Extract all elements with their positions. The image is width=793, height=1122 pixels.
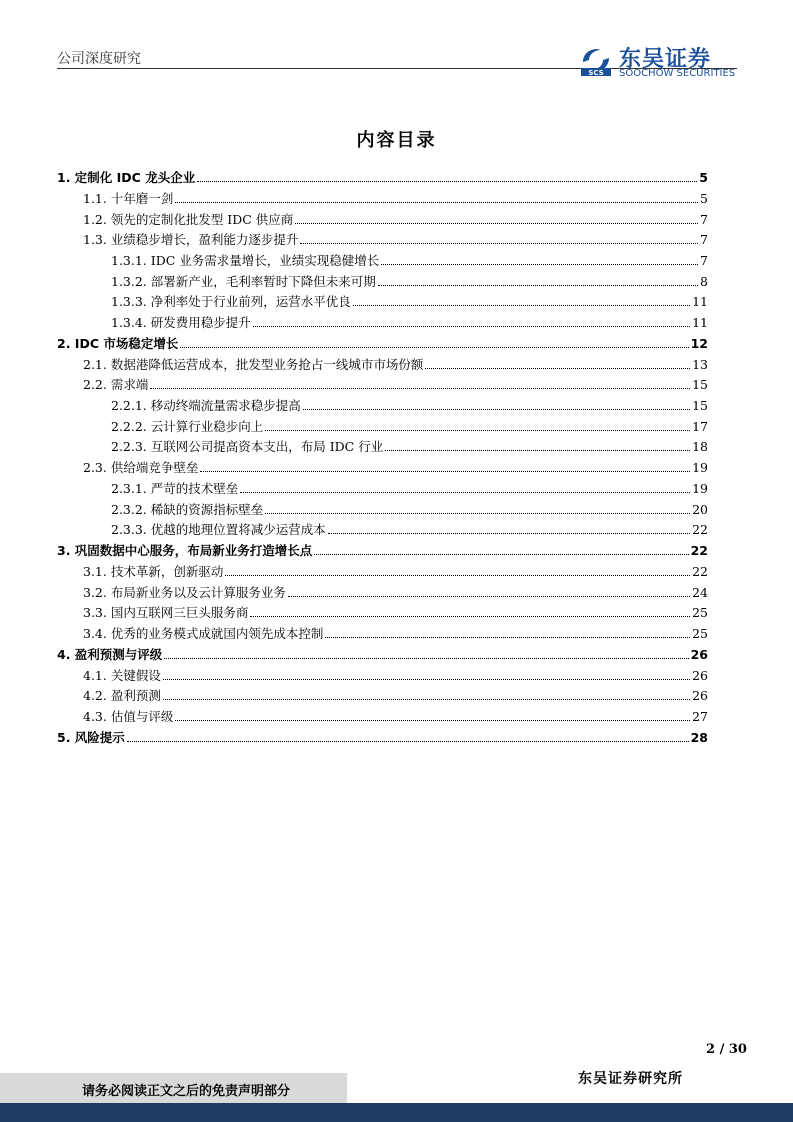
toc-entry-label: 4.2. 盈利预测: [83, 688, 161, 703]
toc-entry-label: 2.3.1. 严苛的技术壁垒: [111, 481, 239, 496]
toc-leader-dots: [180, 346, 688, 348]
toc-entry-page: 12: [690, 336, 708, 351]
toc-leader-dots: [300, 242, 698, 244]
footer-bar: [0, 1103, 793, 1122]
toc-entry-label: 1.3.4. 研发费用稳步提升: [111, 315, 251, 330]
toc-entry-label: 3.2. 布局新业务以及云计算服务业务: [83, 585, 286, 600]
toc-entry-page: 15: [692, 398, 708, 413]
toc-entry[interactable]: [57, 664, 708, 684]
toc-leader-dots: [353, 304, 690, 306]
toc-entry[interactable]: [57, 726, 708, 746]
toc-entry-page: 7: [700, 253, 708, 268]
toc-entry-page: 24: [692, 585, 708, 600]
toc-entry[interactable]: [57, 290, 708, 310]
toc-entry-page: 11: [692, 294, 708, 309]
toc-entry[interactable]: [57, 373, 708, 393]
toc-entry-label: 2.1. 数据港降低运营成本，批发型业务抢占一线城市市场份额: [83, 357, 424, 372]
toc-entry-page: 20: [692, 502, 708, 517]
toc-leader-dots: [381, 263, 698, 265]
toc-entry[interactable]: [57, 228, 708, 248]
toc-leader-dots: [288, 595, 690, 597]
toc-leader-dots: [163, 698, 690, 700]
toc-entry-page: 26: [692, 688, 708, 703]
toc-entry[interactable]: [57, 601, 708, 621]
toc-entry[interactable]: [57, 581, 708, 601]
toc-entry[interactable]: [57, 477, 708, 497]
toc-title: 内容目录: [356, 130, 437, 151]
toc-entry-page: 19: [692, 481, 708, 496]
toc-leader-dots: [265, 429, 690, 431]
toc-entry[interactable]: [57, 622, 708, 642]
toc-leader-dots: [425, 367, 690, 369]
toc-entry-label: 1.3.2. 部署新产业，毛利率暂时下降但未来可期: [111, 274, 376, 289]
toc-entry-label: 1.3. 业绩稳步增长，盈利能力逐步提升: [83, 232, 299, 247]
toc-entry-label: 4.1. 关键假设: [83, 668, 161, 683]
toc-entry-page: 8: [700, 274, 708, 289]
toc-entry-label: 1. 定制化 IDC 龙头企业: [57, 170, 196, 185]
toc-entry[interactable]: [57, 249, 708, 269]
toc-leader-dots: [127, 740, 689, 742]
toc-entry-page: 26: [692, 668, 708, 683]
toc-leader-dots: [240, 491, 690, 493]
toc-entry[interactable]: [57, 684, 708, 704]
toc-entry[interactable]: [57, 166, 708, 186]
toc-entry[interactable]: [57, 456, 708, 476]
toc-entry-label: 3.4. 优秀的业务模式成就国内领先成本控制: [83, 626, 324, 641]
toc-entry-label: 2.2.2. 云计算行业稳步向上: [111, 419, 264, 434]
toc-leader-dots: [295, 222, 698, 224]
toc-entry[interactable]: [57, 539, 708, 559]
toc-leader-dots: [314, 553, 688, 555]
toc-entry-label: 1.3.3. 净利率处于行业前列，运营水平优良: [111, 294, 351, 309]
toc-entry-label: 2.3. 供给端竞争壁垒: [83, 460, 199, 475]
toc-leader-dots: [250, 615, 690, 617]
footer-disclaimer-notice: 请务必阅读正文之后的免责声明部分: [82, 1084, 291, 1099]
toc-entry-page: 22: [690, 543, 708, 558]
toc-entry-label: 1.3.1. IDC 业务需求量增长，业绩实现稳健增长: [111, 253, 380, 268]
toc-entry-label: 2.3.3. 优越的地理位置将减少运营成本: [111, 522, 326, 537]
toc-entry-page: 22: [692, 522, 708, 537]
toc-leader-dots: [163, 678, 690, 680]
logo-english: SOOCHOW SECURITIES: [619, 68, 736, 79]
toc-entry-label: 2.2.1. 移动终端流量需求稳步提高: [111, 398, 301, 413]
header-section-label: 公司深度研究: [57, 51, 141, 67]
toc-entry[interactable]: [57, 332, 708, 352]
toc-entry-page: 19: [692, 460, 708, 475]
toc-entry-page: 13: [692, 357, 708, 372]
toc-entry[interactable]: [57, 518, 708, 538]
toc-leader-dots: [303, 408, 690, 410]
toc-entry[interactable]: [57, 705, 708, 725]
toc-leader-dots: [385, 449, 690, 451]
toc-entry-label: 2.2. 需求端: [83, 377, 149, 392]
toc-entry-page: 18: [692, 439, 708, 454]
toc-entry-label: 2.3.2. 稀缺的资源指标壁垒: [111, 502, 264, 517]
toc-entry[interactable]: [57, 498, 708, 518]
toc-entry[interactable]: [57, 311, 708, 331]
toc-entry[interactable]: [57, 270, 708, 290]
toc-leader-dots: [200, 470, 690, 472]
toc-entry-label: 2. IDC 市场稳定增长: [57, 336, 179, 351]
toc-entry[interactable]: [57, 643, 708, 663]
toc-entry-page: 26: [690, 647, 708, 662]
toc-leader-dots: [197, 180, 697, 182]
company-logo: [579, 42, 739, 82]
toc-leader-dots: [225, 574, 690, 576]
toc-entry-label: 1.1. 十年磨一剑: [83, 191, 174, 206]
toc-entry-page: 5: [700, 191, 708, 206]
toc-entry-label: 2.2.3. 互联网公司提高资本支出，布局 IDC 行业: [111, 439, 384, 454]
footer-organization: 东吴证券研究所: [578, 1071, 683, 1087]
toc-entry[interactable]: [57, 394, 708, 414]
toc-entry-label: 5. 风险提示: [57, 730, 125, 745]
toc-leader-dots: [253, 325, 690, 327]
toc-entry-label: 3.1. 技术革新，创新驱动: [83, 564, 224, 579]
toc-entry-page: 25: [692, 626, 708, 641]
logo-mark-text: SCS: [588, 69, 604, 77]
toc-entry-label: 4. 盈利预测与评级: [57, 647, 163, 662]
toc-entry-page: 22: [692, 564, 708, 579]
toc-entry-page: 25: [692, 605, 708, 620]
toc-leader-dots: [164, 657, 688, 659]
toc-leader-dots: [150, 387, 690, 389]
toc-entry-page: 28: [690, 730, 708, 745]
toc-entry[interactable]: [57, 353, 708, 373]
toc-entry[interactable]: [57, 415, 708, 435]
toc-entry[interactable]: [57, 435, 708, 455]
toc-leader-dots: [175, 719, 690, 721]
toc-entry-page: 15: [692, 377, 708, 392]
toc-entry-page: 7: [700, 212, 708, 227]
toc-leader-dots: [175, 201, 698, 203]
toc-leader-dots: [328, 532, 690, 534]
toc-entry[interactable]: [57, 208, 708, 228]
toc-entry-page: 11: [692, 315, 708, 330]
toc-entry[interactable]: [57, 560, 708, 580]
toc-entry-page: 5: [699, 170, 708, 185]
page-indicator: 2 / 30: [706, 1042, 747, 1057]
toc-leader-dots: [265, 512, 690, 514]
logo-name: 东吴证券: [619, 47, 712, 72]
toc-entry-page: 17: [692, 419, 708, 434]
toc-leader-dots: [378, 284, 698, 286]
toc-entry-label: 4.3. 估值与评级: [83, 709, 174, 724]
toc-leader-dots: [325, 636, 690, 638]
toc-entry-page: 7: [700, 232, 708, 247]
logo-mark-icon: [579, 44, 613, 78]
toc-entry[interactable]: [57, 187, 708, 207]
toc-entry-label: 3. 巩固数据中心服务，布局新业务打造增长点: [57, 543, 313, 558]
toc-entry-label: 1.2. 领先的定制化批发型 IDC 供应商: [83, 212, 294, 227]
toc-entry-page: 27: [692, 709, 708, 724]
toc-entry-label: 3.3. 国内互联网三巨头服务商: [83, 605, 249, 620]
